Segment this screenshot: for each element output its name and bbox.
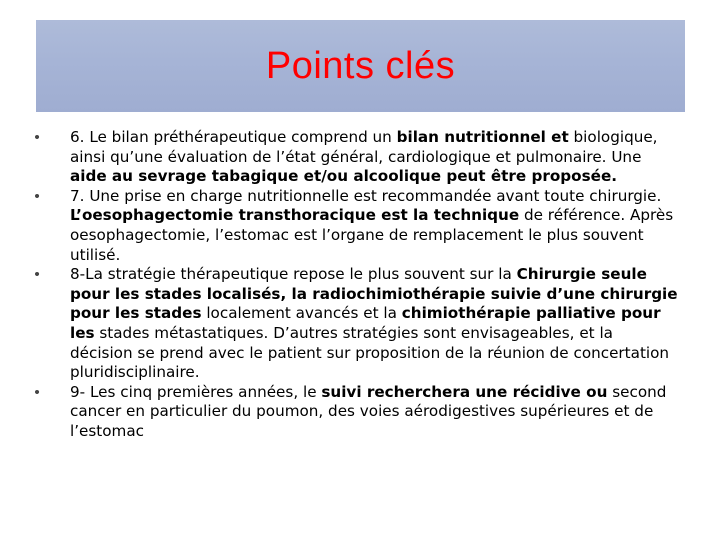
bullet-text-bold: bilan nutritionnel et [396,128,569,146]
bullet-text: second cancer en particulier du poumon, des voies aérodigestives supérieures et de l’estomac [70,382,667,440]
bullet-text-bold: L’oesophagectomie transthoracique est la technique [70,206,520,225]
bullet-text: localement avancés et la [201,304,402,323]
bullet-item-3 [30,265,680,383]
bullet-text: 9- Les cinq premières années, le [70,382,322,401]
bullet-item-1 [30,128,680,187]
bullet-list [30,128,680,442]
bullet-text-bold: chimiothérapie palliative pour les [70,304,661,342]
bullet-dot-icon: • [34,187,40,205]
bullet-text: 6. Le bilan préthérapeutique comprend un [70,128,397,146]
bullet-dot-icon: • [34,266,40,284]
bullet-text: stades métastatiques. D’autres stratégies sont envisageables, et la décision se prend avec le patient sur proposition de la réunion de concertation pluridisciplinaire. [70,323,670,382]
slide-title: Points clés [265,44,456,87]
bullet-text: biologique, ainsi qu’une évaluation de l’état général, cardiologique et pulmonaire. Une [70,128,658,166]
bullet-text-bold: aide au sevrage tabagique et/ou alcoolique peut être proposée. [70,167,618,186]
bullet-text: 8-La stratégie thérapeutique repose le plus souvent sur la [70,265,517,284]
bullet-item-2 [30,187,680,265]
title-band [36,20,685,112]
bullet-text: 7. Une prise en charge nutritionnelle est recommandée avant toute chirurgie. [70,186,662,205]
bullet-dot-icon: • [34,383,40,401]
bullet-text-bold: Chirurgie seule pour les stades localisés, la radiochimiothérapie suivie d’une chirurgie pour les stades [70,265,678,323]
bullet-text: de référence. Après oesophagectomie, l’estomac est l’organe de remplacement le plus souvent utilisé. [70,206,674,264]
bullet-text-bold: suivi recherchera une récidive ou [321,382,608,401]
bullet-dot-icon: • [34,129,40,146]
bullet-item-4 [30,383,680,442]
